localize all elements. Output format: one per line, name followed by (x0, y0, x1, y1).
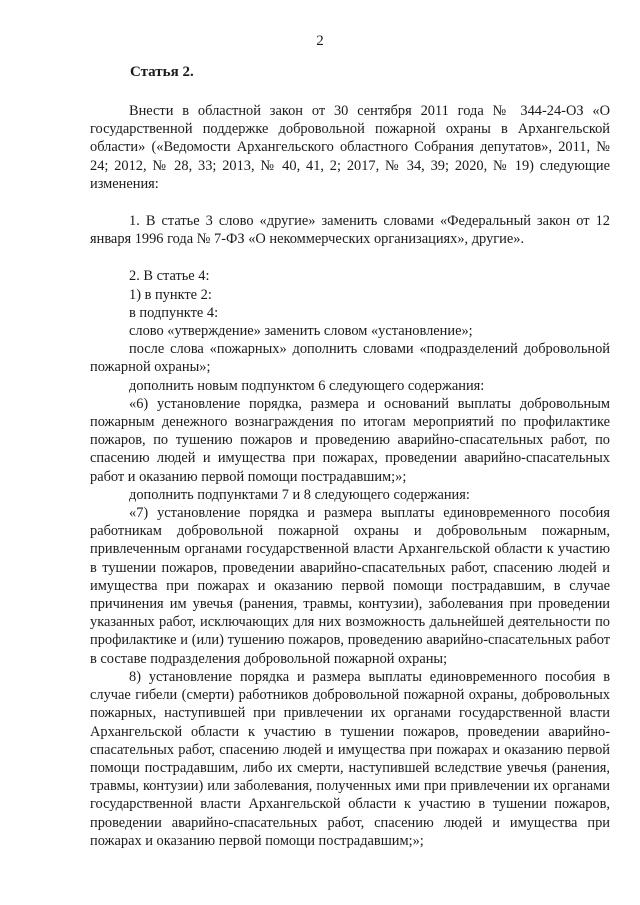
item-1-paragraph: 1. В статье 3 слово «другие» заменить словами «Федеральный закон от 12 января 1996 года № 7-ФЗ «О некоммерческих организациях», другие». (90, 213, 610, 248)
item-2-sub1: 1) в пункте 2: (129, 286, 212, 303)
document-body (90, 60, 610, 850)
item-2-sub2: в подпункте 4: (129, 304, 219, 321)
item-2-line1: слово «утверждение» заменить словом «установление»; (129, 323, 473, 340)
page-number: 2 (316, 33, 324, 49)
quote-7-paragraph: «7) установление порядка и размера выплаты единовременного пособия работникам добровольной пожарной охраны и добровольным пожарным, привлеченным органами государственной власти Архангельской области к участию в тушении пожаров, проведении аварийно-спасательных работ, спасению людей и имущества при пожарах и оказанию первой помощи пострадавшим, в случае причинения им увечья (ранения, травмы, контузии), заболевания при проведении указанных работ, исключающих для них возможность дальнейшей деятельности по профилактике и (или) тушению пожаров, проведению аварийно-спасательных работ в составе подразделения добровольной пожарной охраны; (90, 505, 610, 667)
item-2-line3: дополнить новым подпунктом 6 следующего содержания: (129, 377, 485, 394)
item-2-line2: после слова «пожарных» дополнить словами «подразделений добровольной пожарной охраны»; (90, 341, 610, 376)
item-2-title: 2. В статье 4: (129, 268, 210, 285)
item-2-line4: дополнить подпунктами 7 и 8 следующего содержания: (129, 486, 470, 503)
article-heading: Статья 2. (130, 64, 194, 80)
quote-8-paragraph: 8) установление порядка и размера выплаты единовременного пособия в случае гибели (смерти) работников добровольной пожарной охраны, добровольных пожарных, наступившей при привлечении их органами государственной власти Архангельской области к участию в тушении пожаров, проведении аварийно-спасательных работ, спасению людей и имущества при пожарах и оказанию первой помощи пострадавшим, либо их смерти, наступившей вследствие увечья (ранения, травмы, контузии) или заболевания, полученных ими при привлечении их органами государственной власти Архангельской области к участию в тушении пожаров, проведении аварийно-спасательных работ, спасению людей и имущества при пожарах и оказанию первой помощи пострадавшим;»; (90, 668, 610, 849)
quote-6-paragraph: «6) установление порядка, размера и оснований выплаты добровольным пожарным денежного вознаграждения по итогам мероприятий по профилактике пожаров, по тушению пожаров и проведению аварийно-спасательных работ, по спасению людей и имущества при пожарах, проведении аварийно-спасательных работ и оказанию первой помощи пострадавшим;»; (90, 395, 610, 485)
intro-paragraph: Внести в областной закон от 30 сентября 2011 года № 344-24-ОЗ «О государственной поддержке добровольной пожарной охраны в Архангельской области» («Ведомости Архангельского областного Собрания депутатов», 2011, № 24; 2012, № 28, 33; 2013, № 40, 41, 2; 2017, № 34, 39; 2020, № 19) следующие изменения: (90, 103, 610, 192)
